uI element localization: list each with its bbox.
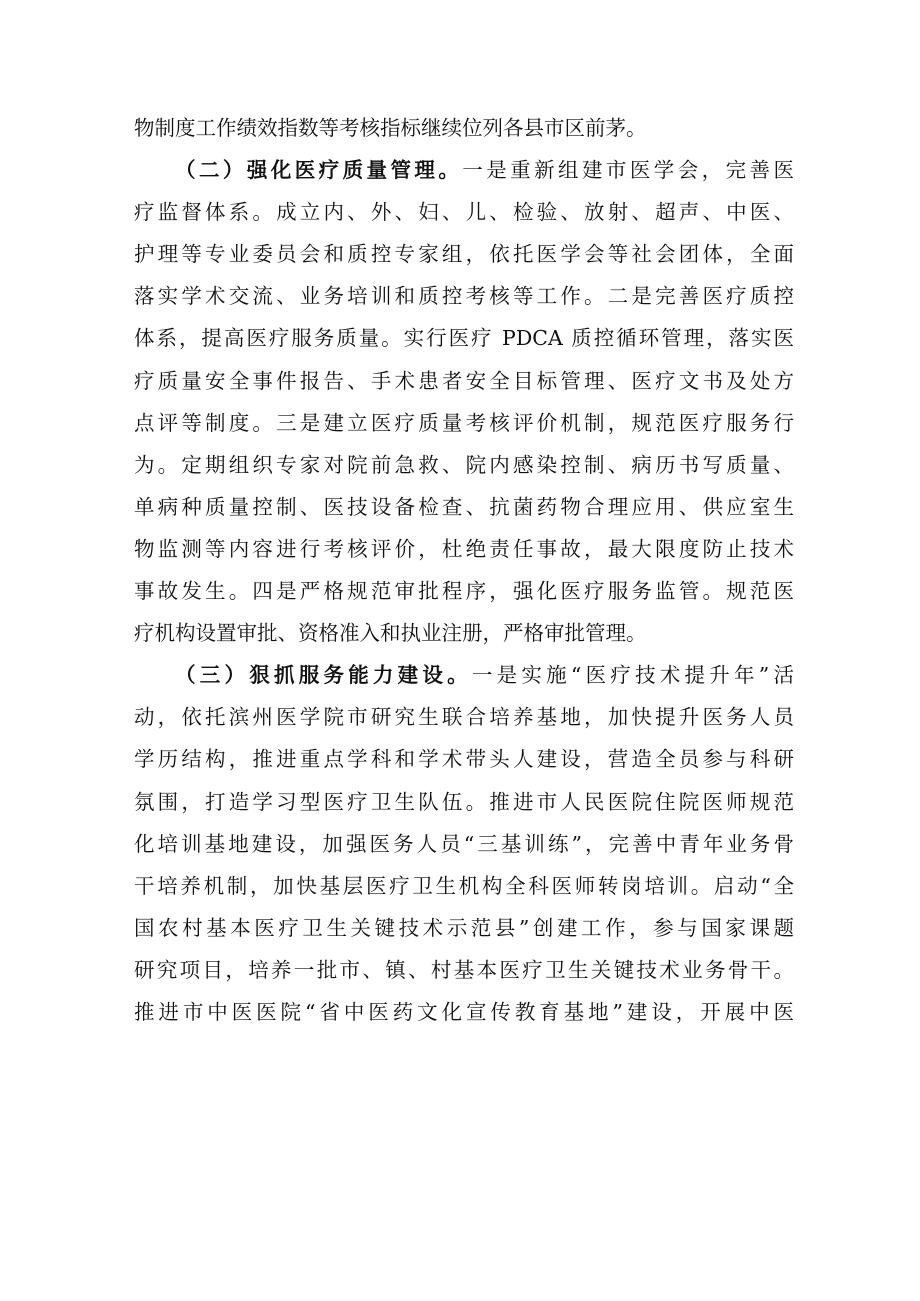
text-line: 为。定期组织专家对院前急救、院内感染控制、病历书写质量、 bbox=[134, 452, 794, 477]
paragraph-continuation bbox=[134, 107, 794, 149]
text-run: 一是重新组建市医学会，完善医 bbox=[462, 158, 795, 183]
text-line: 国农村基本医疗卫生关键技术示范县”创建工作，参与国家课题 bbox=[134, 915, 794, 940]
paragraph-quality-management bbox=[134, 149, 794, 654]
text-line: 研究项目，培养一批市、镇、村基本医疗卫生关键技术业务骨干。 bbox=[134, 957, 794, 982]
paragraph-service-capacity bbox=[134, 654, 794, 1033]
text-line: 氛围，打造学习型医疗卫生队伍。推进市人民医院住院医师规范 bbox=[134, 789, 794, 814]
text-line: 单病种质量控制、医技设备检查、抗菌药物合理应用、供应室生 bbox=[134, 494, 794, 519]
text-line: 动，依托滨州医学院市研究生联合培养基地，加快提升医务人员 bbox=[134, 705, 794, 730]
text-line bbox=[134, 149, 794, 191]
text-line: 物制度工作绩效指数等考核指标继续位列各县市区前茅。 bbox=[134, 116, 647, 140]
text-line: 体系，提高医疗服务质量。实行医疗 PDCA 质控循环管理，落实医 bbox=[134, 326, 794, 351]
text-line: 落实学术交流、业务培训和质控考核等工作。二是完善医疗质控 bbox=[134, 284, 794, 309]
text-line: 疗监督体系。成立内、外、妇、儿、检验、放射、超声、中医、 bbox=[134, 200, 794, 225]
section-heading: （二）强化医疗质量管理。 bbox=[175, 158, 463, 183]
text-line: 物监测等内容进行考核评价，杜绝责任事故，最大限度防止技术 bbox=[134, 536, 794, 561]
text-line: 学历结构，推进重点学科和学术带头人建设，营造全员参与科研 bbox=[134, 747, 794, 772]
text-line bbox=[134, 654, 794, 696]
text-line: 护理等专业委员会和质控专家组，依托医学会等社会团体，全面 bbox=[134, 242, 794, 267]
text-line: 事故发生。四是严格规范审批程序，强化医疗服务监管。规范医 bbox=[134, 579, 794, 604]
text-line: 疗质量安全事件报告、手术患者安全目标管理、医疗文书及处方 bbox=[134, 368, 794, 393]
text-run: 一是实施“医疗技术提升年”活 bbox=[471, 663, 795, 688]
text-line: 化培训基地建设，加强医务人员“三基训练”，完善中青年业务骨 bbox=[134, 831, 794, 856]
text-line: 干培养机制，加快基层医疗卫生机构全科医师转岗培训。启动“全 bbox=[134, 873, 794, 898]
text-line: 推进市中医医院“省中医药文化宣传教育基地”建设，开展中医 bbox=[134, 999, 794, 1024]
section-heading: （三）狠抓服务能力建设。 bbox=[175, 663, 472, 688]
text-line: 疗机构设置审批、资格准入和执业注册，严格审批管理。 bbox=[134, 621, 647, 646]
document-body bbox=[134, 107, 794, 1033]
text-line: 点评等制度。三是建立医疗质量考核评价机制，规范医疗服务行 bbox=[134, 410, 794, 435]
